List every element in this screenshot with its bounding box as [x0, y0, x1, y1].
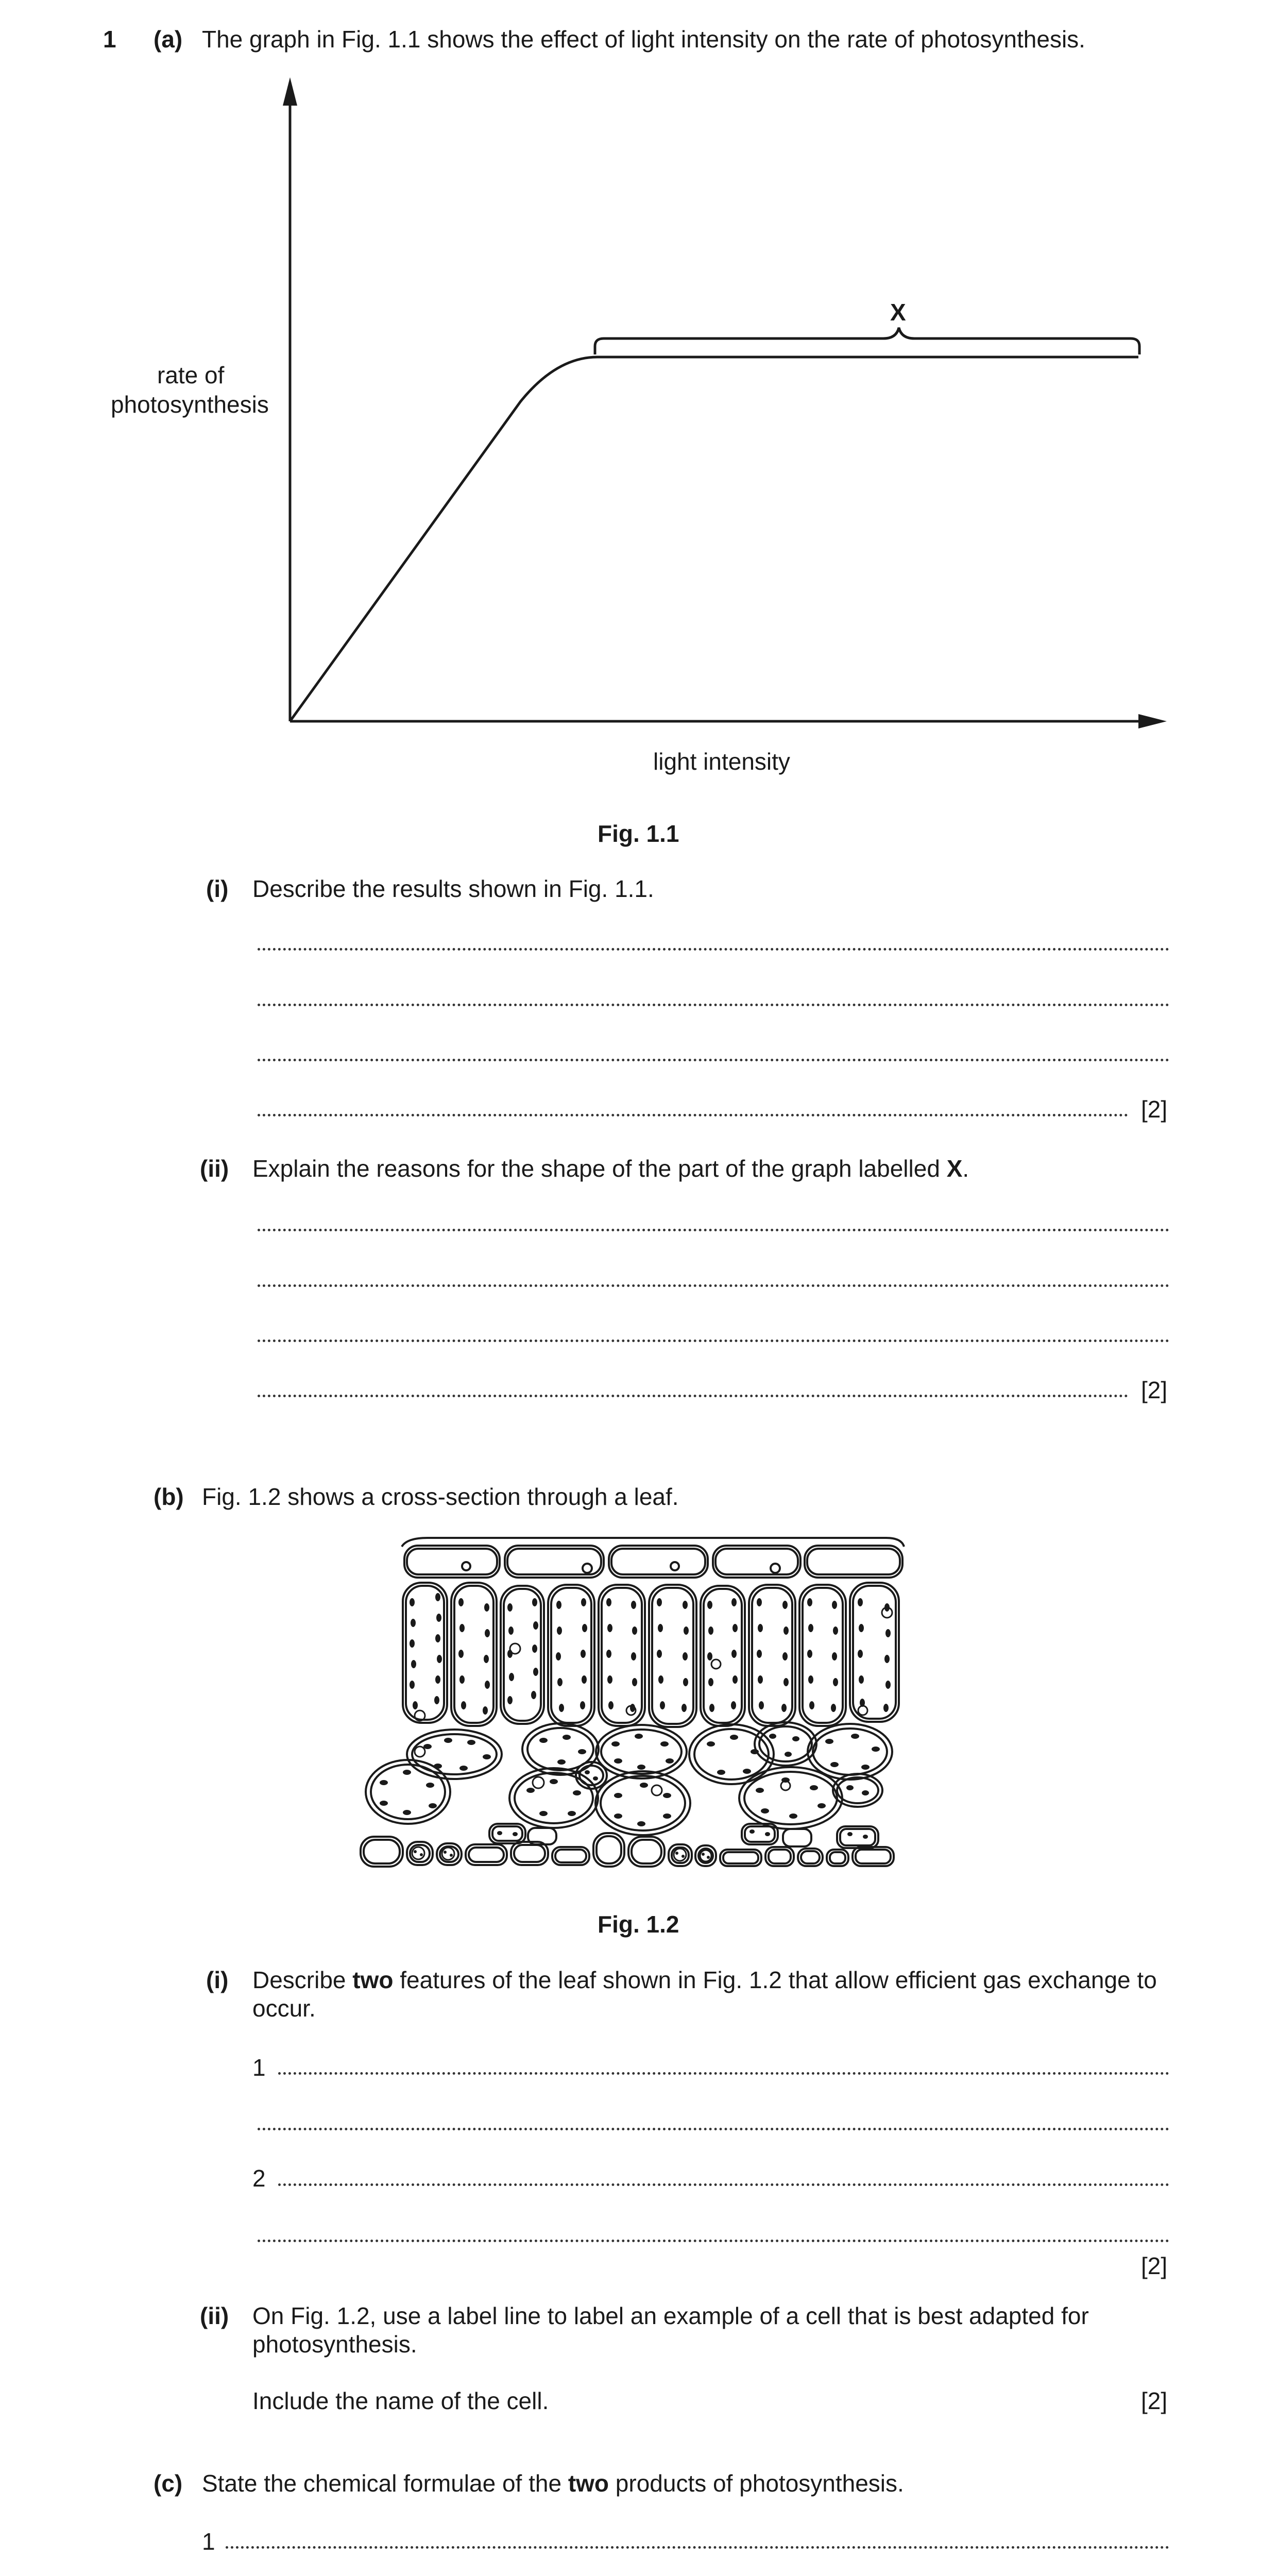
part-b-i-prompt-line2: occur. [252, 1995, 316, 2022]
y-axis-label-line2: photosynthesis [111, 391, 269, 418]
part-c-prompt-bold: two [568, 2470, 609, 2497]
part-c-answer-1-number: 1 [202, 2528, 215, 2555]
answer-line[interactable] [278, 2067, 1169, 2075]
fig-1-2-caption: Fig. 1.2 [598, 1911, 679, 1938]
answer-line[interactable] [258, 2123, 1169, 2130]
part-b-ii-prompt-line3: Include the name of the cell. [252, 2387, 549, 2414]
part-b-ii-label: (ii) [200, 2302, 229, 2329]
part-a-i-marks: [2] [1141, 1096, 1168, 1123]
part-a-label: (a) [154, 26, 183, 53]
part-b-i-prompt-start: Describe [252, 1967, 353, 1993]
part-a-i-prompt: Describe the results shown in Fig. 1.1. [252, 875, 654, 902]
answer-line[interactable] [226, 2541, 1169, 2549]
part-c-prompt [202, 2469, 904, 2498]
part-b-ii-prompt-line1: On Fig. 1.2, use a label line to label an example of a cell that is best adapted for [252, 2302, 1089, 2329]
part-b-i-answer-1-number: 1 [252, 2054, 266, 2081]
answer-line[interactable] [278, 2178, 1169, 2186]
part-c-label: (c) [154, 2470, 183, 2497]
part-c-prompt-start: State the chemical formulae of the [202, 2470, 568, 2497]
part-b-ii-marks: [2] [1141, 2387, 1168, 2414]
part-a-intro: The graph in Fig. 1.1 shows the effect of light intensity on the rate of photosynthesis. [202, 26, 1085, 53]
part-b-i-prompt-line1 [252, 1965, 1157, 1994]
bracket-label-x: X [890, 299, 906, 326]
part-a-i-label: (i) [206, 875, 229, 902]
fig-1-1-caption: Fig. 1.1 [598, 820, 679, 847]
upper-epidermis [402, 1538, 904, 1578]
part-b-i-answer-2-number: 2 [252, 2165, 266, 2192]
spongy-chloroplasts [380, 1734, 880, 1826]
part-b-i-prompt-bold: two [352, 1967, 394, 1993]
part-b-intro: Fig. 1.2 shows a cross-section through a leaf. [202, 1483, 679, 1510]
part-a-ii-label: (ii) [200, 1155, 229, 1182]
part-b-ii-prompt-line2: photosynthesis. [252, 2331, 417, 2358]
palisade-layer [403, 1583, 899, 1727]
palisade-vacuoles [415, 1607, 892, 1721]
part-b-i-prompt-line1-end: features of the leaf shown in Fig. 1.2 that allow efficient gas exchange to [393, 1967, 1157, 1993]
part-a-ii-marks: [2] [1141, 1377, 1168, 1403]
question-number: 1 [103, 26, 116, 53]
x-axis-label: light intensity [653, 748, 790, 775]
part-a-ii-prompt-start: Explain the reasons for the shape of the part of the graph labelled [252, 1155, 947, 1182]
y-axis-label-line1: rate of [157, 362, 225, 388]
part-a-ii-prompt-bold: X [946, 1155, 963, 1182]
part-b-i-marks: [2] [1141, 2252, 1168, 2279]
lower-epidermis [361, 1824, 894, 1867]
part-c-prompt-end: products of photosynthesis. [609, 2470, 904, 2497]
part-b-label: (b) [154, 1483, 184, 1510]
part-b-i-label: (i) [206, 1967, 229, 1993]
answer-line[interactable] [258, 2234, 1169, 2242]
part-a-ii-prompt-end: . [962, 1155, 969, 1182]
